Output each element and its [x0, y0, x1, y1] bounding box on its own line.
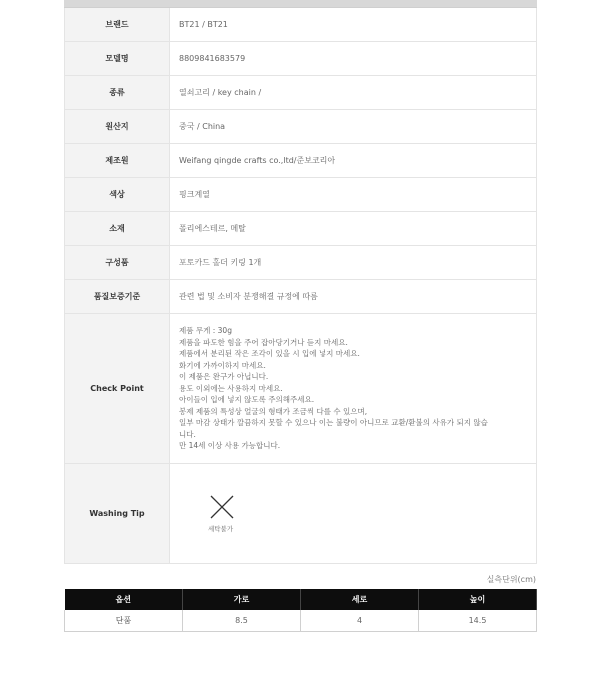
size-unit-note: 실측단위(cm) — [486, 575, 536, 584]
size-table — [64, 589, 537, 632]
product-spec-table — [64, 8, 537, 564]
spec-row-type — [65, 76, 537, 110]
spec-value: 중국 / China — [170, 110, 537, 144]
spec-value: 열쇠고리 / key chain / — [170, 76, 537, 110]
check-point-line: 제품에서 분리된 작은 조각이 있을 시 입에 넣지 마세요. — [179, 349, 360, 359]
table-top-border — [64, 0, 537, 8]
spec-value: BT21 / BT21 — [170, 8, 537, 42]
spec-label: 품질보증기준 — [65, 280, 170, 314]
spec-label: 구성품 — [65, 246, 170, 280]
spec-label: 모델명 — [65, 42, 170, 76]
spec-label: 색상 — [65, 178, 170, 212]
check-point-line: 이 제품은 완구가 아닙니다. — [179, 372, 269, 382]
spec-row-components — [65, 246, 537, 280]
spec-label: Check Point — [65, 314, 170, 464]
size-cell-height: 14.5 — [419, 610, 537, 632]
washing-cell — [170, 464, 537, 564]
spec-label: 종류 — [65, 76, 170, 110]
check-point-line: 아이들이 입에 넣지 않도록 주의해주세요. — [179, 395, 315, 405]
size-header-option: 옵션 — [65, 589, 183, 610]
spec-value: 포토카드 홀더 키링 1개 — [170, 246, 537, 280]
spec-value: 폴리에스테르, 메탈 — [170, 212, 537, 246]
check-point-line: 일부 마감 상태가 깔끔하지 못할 수 있으나 이는 불량이 아니므로 교환/환불의 사유가 되지 않습 — [179, 418, 488, 428]
spec-row-check-point — [65, 314, 537, 464]
size-header-height: 높이 — [419, 589, 537, 610]
spec-row-material — [65, 212, 537, 246]
spec-row-quality — [65, 280, 537, 314]
spec-value: Weifang qingde crafts co.,ltd/준보코리아 — [170, 144, 537, 178]
spec-row-manufacturer — [65, 144, 537, 178]
no-wash-icon — [209, 494, 235, 520]
spec-value: 관련 법 및 소비자 분쟁해결 규정에 따름 — [170, 280, 537, 314]
spec-value: 핑크계열 — [170, 178, 537, 212]
size-header-depth: 세로 — [301, 589, 419, 610]
spec-row-model — [65, 42, 537, 76]
check-point-line: 봉제 제품의 특성상 얼굴의 형태가 조금씩 다를 수 있으며, — [179, 406, 368, 416]
size-cell-width: 8.5 — [183, 610, 301, 632]
spec-row-washing — [65, 464, 537, 564]
spec-label: 브랜드 — [65, 8, 170, 42]
check-point-line: 용도 이외에는 사용하지 마세요. — [179, 383, 283, 393]
no-wash-label: 세탁불가 — [208, 525, 234, 533]
check-point-line: 제품을 파도한 힘을 주어 잡아당기거나 듣지 마세요. — [179, 337, 348, 347]
size-header-width: 가로 — [183, 589, 301, 610]
size-header-row — [65, 589, 537, 610]
check-point-line: 화기에 가까이하지 마세요. — [179, 360, 266, 370]
table-row — [65, 610, 537, 632]
spec-label: Washing Tip — [65, 464, 170, 564]
spec-row-color — [65, 178, 537, 212]
spec-label: 원산지 — [65, 110, 170, 144]
spec-label: 소재 — [65, 212, 170, 246]
spec-value: 8809841683579 — [170, 42, 537, 76]
check-point-line: 만 14세 이상 사용 가능합니다. — [179, 441, 281, 451]
check-point-line: 제품 무게 : 30g — [179, 326, 232, 336]
check-point-line: 니다. — [179, 429, 196, 439]
spec-row-brand — [65, 8, 537, 42]
size-cell-depth: 4 — [301, 610, 419, 632]
spec-label: 제조원 — [65, 144, 170, 178]
check-point-text — [170, 314, 537, 464]
size-cell-option: 단품 — [65, 610, 183, 632]
spec-row-origin — [65, 110, 537, 144]
